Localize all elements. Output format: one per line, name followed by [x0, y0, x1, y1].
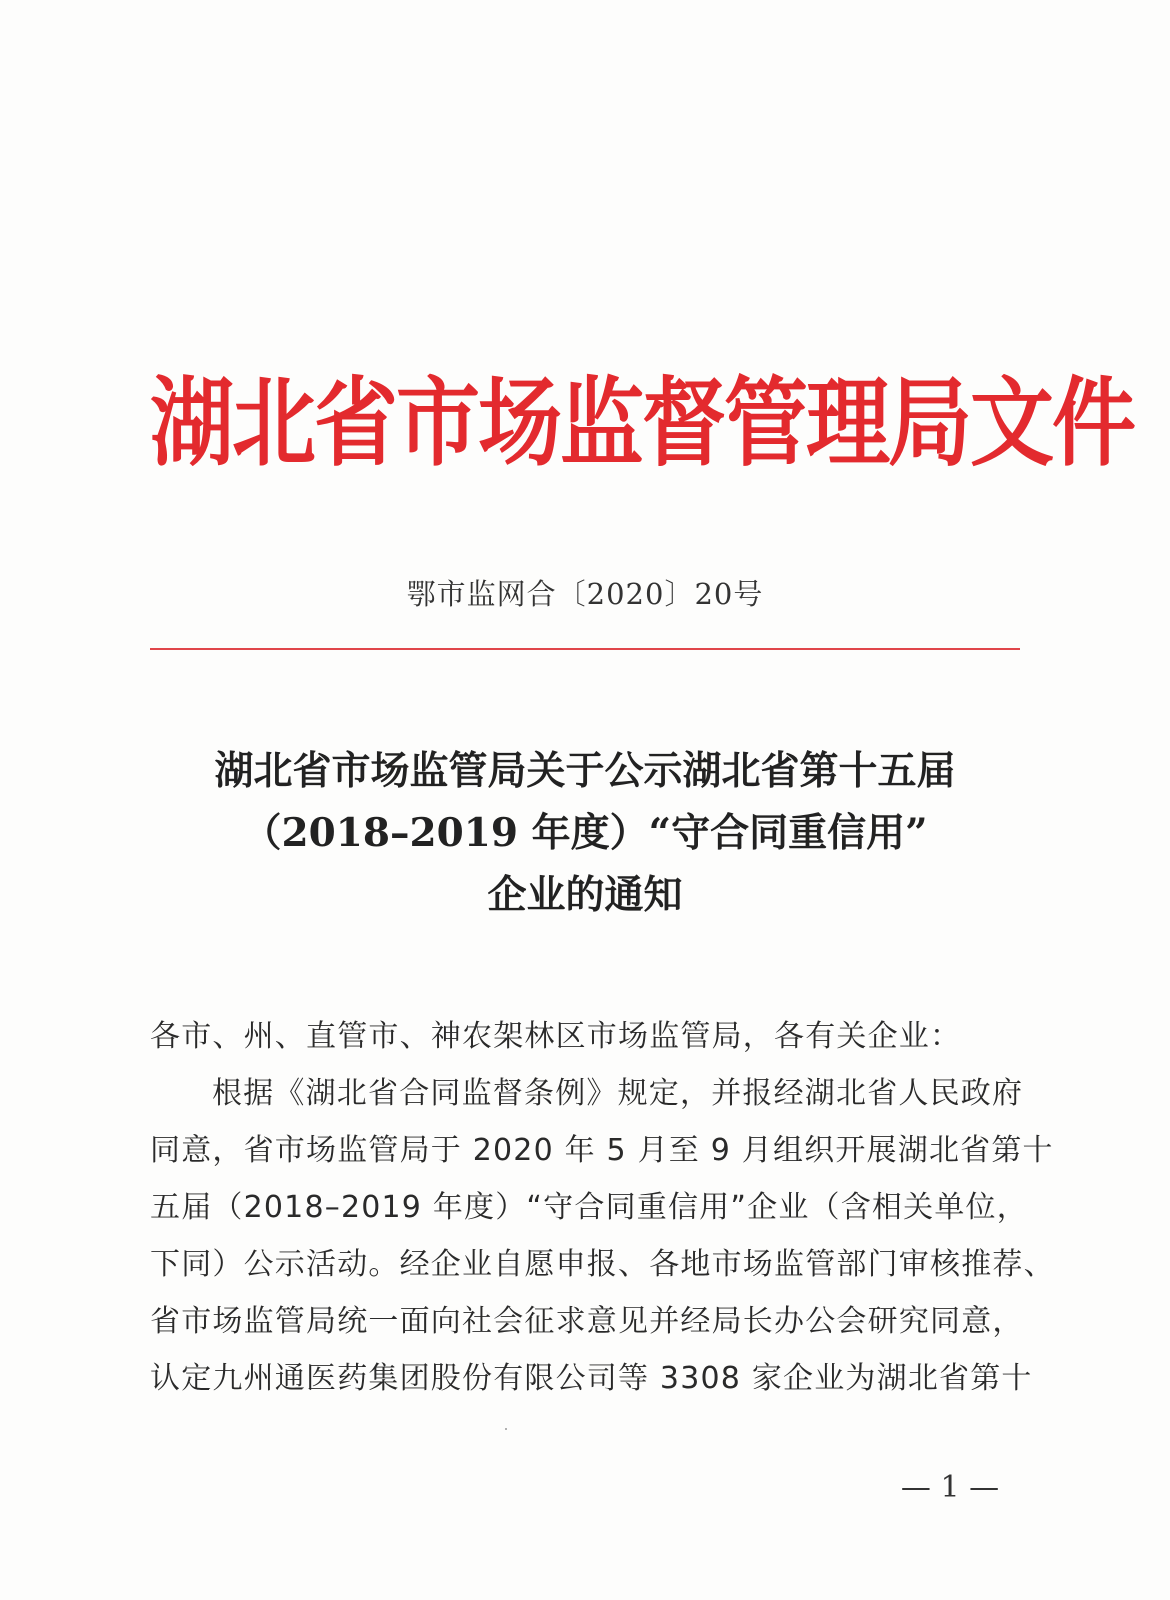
page-number: — 1 — — [900, 1470, 1000, 1505]
addressee-line: 各市、州、直管市、神农架林区市场监管局，各有关企业： — [150, 1019, 962, 1054]
body-line: 下同）公示活动。经企业自愿申报、各地市场监管部门审核推荐、 — [150, 1247, 1055, 1282]
notice-title-line-1: 湖北省市场监管局关于公示湖北省第十五届 — [214, 748, 956, 794]
body-line: 认定九州通医药集团股份有限公司等 3308 家企业为湖北省第十 — [150, 1361, 1033, 1396]
body-line: 五届（2018–2019 年度）“守合同重信用”企业（含相关单位， — [150, 1190, 1028, 1225]
notice-title — [150, 740, 1020, 926]
notice-title-line-2: （2018–2019 年度）“守合同重信用” — [242, 810, 928, 856]
document-number: 鄂市监网合〔2020〕20号 — [406, 577, 764, 611]
body-text — [150, 1008, 1055, 1407]
notice-title-line-3: 企业的通知 — [487, 872, 683, 918]
red-divider-line — [150, 648, 1020, 650]
document-header-title: 湖北省市场监督管理局文件 — [150, 365, 1135, 480]
body-line: 根据《湖北省合同监督条例》规定，并报经湖北省人民政府 — [212, 1076, 1024, 1111]
body-line: 同意，省市场监管局于 2020 年 5 月至 9 月组织开展湖北省第十 — [150, 1133, 1054, 1168]
scan-speck — [505, 1428, 507, 1430]
body-line: 省市场监管局统一面向社会征求意见并经局长办公会研究同意， — [150, 1304, 1024, 1339]
